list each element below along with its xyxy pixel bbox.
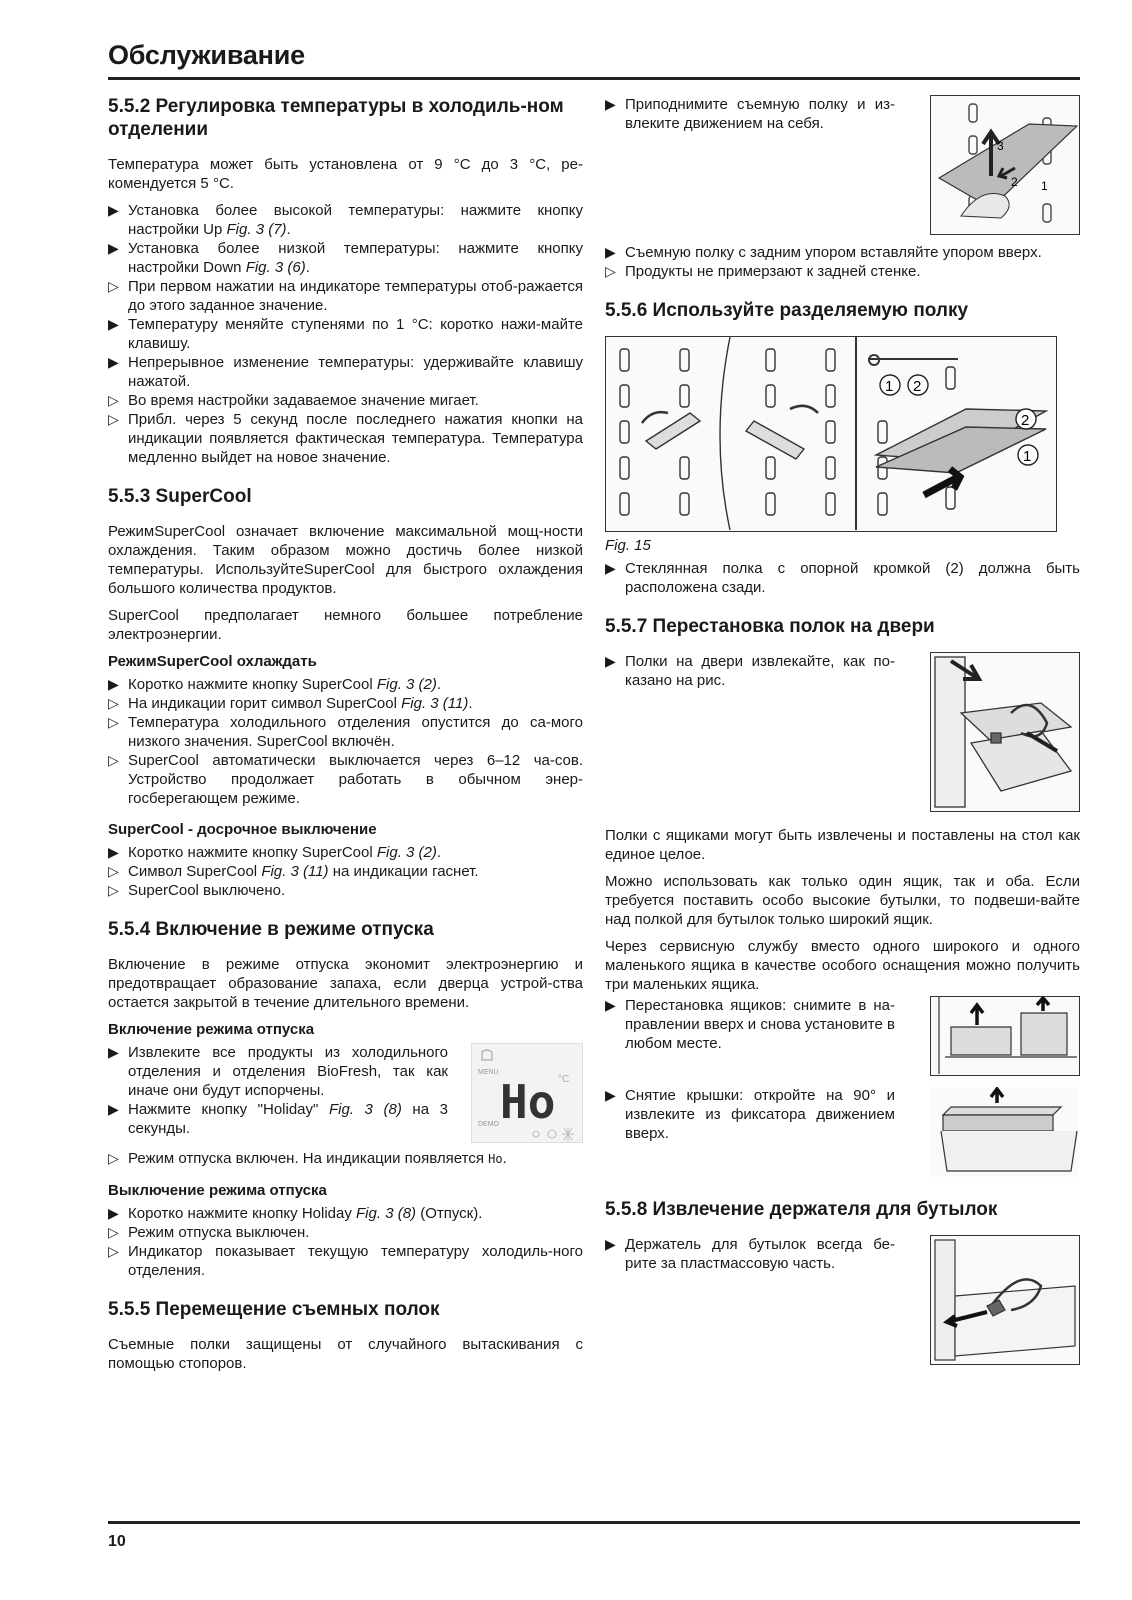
section-553-list2 [108, 843, 583, 900]
section-553-p2: SuperCool предполагает немного большее потребление электроэнергии. [108, 607, 583, 643]
section-554-sub1: Включение режима отпуска [108, 1021, 315, 1038]
section-557-p1: Полки с ящиками могут быть извлечены и поставлены на стол как единое целое. [605, 827, 1080, 863]
section-556-heading: 5.5.6 Используйте разделяемую полку [605, 300, 969, 321]
section-554-p1: Включение в режиме отпуска экономит электроэнергию и предотвращает образование запаха, если дверца устрой-ства остается закрытой в течение длительного времени. [108, 956, 583, 1011]
display-unit-label: °C [558, 1074, 570, 1085]
list-item: ▶ Извлеките все продукты из холодильного отделения и отделения BioFresh, так как иначе они будут испорчены. [108, 1044, 448, 1099]
triangle-outline-icon: ▷ [108, 392, 119, 408]
list-item: ▶ Установка более низкой температуры: нажмите кнопку настройки Down Fig. 3 (6). [108, 240, 583, 276]
display-icon [472, 1044, 584, 1144]
display-menu-label: MENU [478, 1069, 499, 1076]
shelf-fig-num-1: 1 [1041, 179, 1048, 193]
section-553-list1 [108, 675, 583, 808]
list-item: ▷ SuperCool автоматически выключается через 6–12 ча-сов. Устройство продолжает работать в обычном энер-госберегающем режиме. [108, 752, 583, 807]
triangle-outline-icon: ▷ [108, 863, 119, 879]
triangle-filled-icon: ▶ [605, 244, 616, 260]
triangle-filled-icon: ▶ [108, 1101, 119, 1117]
shelf-lift-item: ▶ Приподнимите съемную полку и из-влеките движением на себя. [605, 96, 895, 132]
triangle-filled-icon: ▶ [108, 202, 119, 218]
figure-reference: Fig. 3 (8) [328, 1101, 402, 1118]
figure-reference: Fig. 3 (2) [376, 676, 437, 693]
section-554-sub2: Выключение режима отпуска [108, 1182, 327, 1199]
list-item: ▶ Установка более высокой температуры: нажмите кнопку настройки Up Fig. 3 (7). [108, 202, 583, 238]
shelf-fig-num-3: 3 [997, 139, 1004, 153]
fig-15-caption: Fig. 15 [605, 537, 651, 554]
triangle-filled-icon: ▶ [108, 1205, 119, 1221]
list-item: ▷ Во время настройки задаваемое значение мигает. [108, 392, 479, 409]
door-shelf-figure [930, 652, 1080, 812]
figure-reference: Fig. 3 (8) [356, 1205, 417, 1222]
display-demo-label: DEMO [478, 1121, 499, 1128]
display-code: Ho [500, 1075, 556, 1129]
list-item: ▷ Температура холодильного отделения опустится до са-мого низкого значения. SuperCool включён. [108, 714, 583, 750]
section-553-sub2: SuperCool - досрочное выключение [108, 821, 377, 838]
triangle-outline-icon: ▷ [108, 1243, 119, 1259]
section-554-heading: 5.5.4 Включение в режиме отпуска [108, 919, 434, 940]
shelf-fig-num-2: 2 [1011, 175, 1018, 189]
list-item: ▷ Продукты не примерзают к задней стенке. [605, 263, 921, 280]
inline-display-code: Ho [488, 1152, 503, 1166]
shelf-block [605, 95, 1080, 235]
right-column [605, 95, 1080, 1365]
display-panel [471, 1043, 583, 1143]
bottle-item: ▶ Держатель для бутылок всегда бе-рите за пластмассовую часть. [605, 1236, 895, 1272]
section-552-intro: Температура может быть установлена от 9 °C до 3 °C, ре-комендуется 5 °C. [108, 156, 583, 192]
section-557-p2: Можно использовать как только один ящик, так и оба. Если требуется поставить особо высокие бутылки, то подвеши-вайте над полкой для бутылок только широкий ящик. [605, 873, 1080, 928]
section-552-list [108, 201, 583, 467]
page-number: 10 [108, 1533, 126, 1550]
section-553-sub1: РежимSuperCool охлаждать [108, 653, 317, 670]
list-item: ▶ Коротко нажмите кнопку Holiday Fig. 3 (8) (Отпуск). [108, 1205, 483, 1222]
section-557-heading: 5.5.7 Перестановка полок на двери [605, 616, 935, 637]
triangle-filled-icon: ▶ [108, 316, 119, 332]
section-552-heading: 5.5.2 Регулировка температуры в холодиль-ном отделении [108, 96, 564, 140]
triangle-outline-icon: ▷ [108, 411, 119, 427]
section-557-p3: Через сервисную службу вместо одного широкого и одного маленького ящика в качестве особого оснащения можно получить три маленьких ящика. [605, 938, 1080, 993]
lid-item: ▶ Снятие крышки: откройте на 90° и извлеките из фиксатора движением вверх. [605, 1087, 895, 1142]
box-figure [930, 996, 1080, 1076]
list-item: ▷ Режим отпуска выключен. [108, 1224, 310, 1241]
bottle-block [605, 1235, 1080, 1365]
list-item: ▷ SuperCool выключено. [108, 882, 286, 899]
triangle-outline-icon: ▷ [108, 1150, 119, 1166]
list-item: ▷ Символ SuperCool Fig. 3 (11) на индикации гаснет. [108, 863, 479, 880]
holiday-on-item: ▷ Режим отпуска включен. На индикации появляется Ho. [108, 1150, 507, 1167]
section-553-heading: 5.5.3 SuperCool [108, 486, 252, 507]
box-block [605, 996, 1080, 1076]
page-title: Обслуживание [108, 40, 306, 70]
list-item: ▶ Съемную полку с задним упором вставляйте упором вверх. [605, 244, 1042, 261]
split-fig-label-1b: 1 [1023, 448, 1032, 465]
bottom-rule [108, 1521, 1080, 1524]
triangle-filled-icon: ▶ [108, 676, 119, 692]
triangle-outline-icon: ▷ [108, 278, 119, 294]
top-rule [108, 77, 1080, 80]
split-fig-label-2b: 2 [1021, 412, 1030, 429]
glass-shelf-item: ▶ Стеклянная полка с опорной кромкой (2) должна быть расположена сзади. [605, 560, 1080, 596]
door-shelf-block [605, 652, 1080, 812]
split-fig-label-1a: 1 [885, 378, 894, 395]
list-item: ▷ На индикации горит символ SuperCool Fig. 3 (11). [108, 695, 473, 712]
list-item: ▷ При первом нажатии на индикаторе температуры отоб-ражается до этого заданное значение. [108, 278, 583, 314]
lid-block [605, 1086, 1080, 1178]
triangle-outline-icon: ▷ [605, 263, 616, 279]
triangle-filled-icon: ▶ [108, 1044, 119, 1060]
list-item: ▷ Индикатор показывает текущую температуру холодиль-ного отделения. [108, 1243, 583, 1279]
section-554-list1 [108, 1043, 448, 1138]
door-shelf-item: ▶ Полки на двери извлекайте, как по-казано на рис. [605, 653, 895, 689]
holiday-block [108, 1043, 583, 1143]
triangle-filled-icon: ▶ [108, 240, 119, 256]
section-555-p1: Съемные полки защищены от случайного вытаскивания с помощью стопоров. [108, 1336, 583, 1372]
section-554-list2 [108, 1204, 583, 1280]
bottle-holder-figure [930, 1235, 1080, 1365]
section-555-list [605, 243, 1080, 281]
triangle-outline-icon: ▷ [108, 1224, 119, 1240]
triangle-outline-icon: ▷ [108, 882, 119, 898]
list-item: ▶ Температуру меняйте ступенями по 1 °C: коротко нажи-майте клавишу. [108, 316, 583, 352]
figure-reference: Fig. 3 (2) [376, 844, 437, 861]
triangle-outline-icon: ▷ [108, 714, 119, 730]
list-item: ▷ Прибл. через 5 секунд после последнего нажатия кнопки на индикации появляется фактическая температура. Температура медленно выйдет на новое значение. [108, 411, 583, 466]
left-column [108, 95, 583, 1381]
list-item: ▶ Коротко нажмите кнопку SuperCool Fig. 3 (2). [108, 844, 442, 861]
figure-reference: Fig. 3 (11) [401, 695, 469, 712]
triangle-outline-icon: ▷ [108, 695, 119, 711]
box-item: ▶ Перестановка ящиков: снимите в на-правлении вверх и снова установите в любом месте. [605, 997, 895, 1052]
triangle-outline-icon: ▷ [108, 752, 119, 768]
split-fig-label-2a: 2 [913, 378, 922, 395]
lid-figure [930, 1086, 1080, 1178]
split-shelf-figure [605, 336, 1057, 532]
list-item: ▶ Нажмите кнопку "Holiday" Fig. 3 (8) на 3 секунды. [108, 1101, 448, 1137]
triangle-filled-icon: ▶ [108, 844, 119, 860]
figure-reference: Fig. 3 (11) [261, 863, 329, 880]
figure-reference: Fig. 3 (6) [245, 259, 306, 276]
list-item: ▶ Коротко нажмите кнопку SuperCool Fig. 3 (2). [108, 676, 442, 693]
section-558-heading: 5.5.8 Извлечение держателя для бутылок [605, 1199, 998, 1220]
shelf-removal-figure [930, 95, 1080, 235]
list-item: ▶ Непрерывное изменение температуры: удерживайте клавишу нажатой. [108, 354, 583, 390]
section-553-p1: РежимSuperCool означает включение максимальной мощ-ности охлаждения. Таким образом можно достичь более низкой температуры. ИспользуйтеSuperCool для быстрого охлаждения большого количества продуктов. [108, 523, 583, 597]
figure-reference: Fig. 3 (7) [226, 221, 287, 238]
section-555-heading: 5.5.5 Перемещение съемных полок [108, 1299, 440, 1320]
triangle-filled-icon: ▶ [108, 354, 119, 370]
